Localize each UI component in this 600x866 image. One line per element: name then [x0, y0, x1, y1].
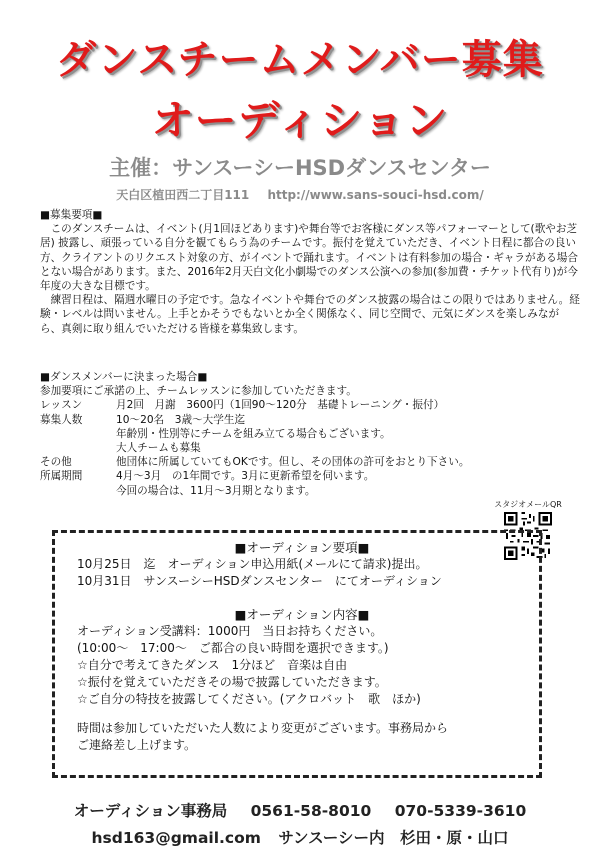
member-row-lesson [40, 398, 580, 412]
member-heading: ■ダンスメンバーに決まった場合■ [40, 371, 208, 383]
content-item: ☆振付を覚えていただきその場で披露していただきます。 [77, 675, 387, 689]
office-name: オーディション事務局 [73, 802, 228, 820]
content-item: ☆ご自分の特技を披露してください。(アクロバット 歌 ほか) [77, 692, 421, 706]
footer-contact [0, 800, 600, 850]
member-section [40, 370, 580, 498]
page-subtitle: オーディション [151, 96, 449, 145]
row-value: 年齢別・性別等にチームを組み立てる場合もございます。 [116, 427, 391, 440]
member-row-period [40, 469, 580, 483]
schedule-item: 10月31日 サンスーシーHSDダンスセンター にてオーディション [77, 574, 442, 588]
note-line: 時間は参加していただいた人数により変更がございます。事務局から [77, 721, 449, 735]
recruit-heading: ■募集要項■ [40, 209, 103, 221]
member-row-other [40, 455, 580, 469]
row-label: 所属期間 [40, 470, 83, 483]
row-value: 10～20名 3歳～大学生迄 [116, 413, 246, 426]
phone-number: 070-5339-3610 [394, 802, 527, 820]
recruit-paragraph: このダンスチームは、イベント(月1回ほどあります)や舞台等でお客様にダンス等パフォーマーとして(歌やお芝居) 披露し、頑張っている自分を観てもらう為のチームです。振付を覚えていただき、イベント日程に都合の良い方、クライアントのリクエスト対象の方、がイベントで踊れます。イベントは有料参加の場合・ギャラがある場合とない場合があります。また、2016年2月天白文化小劇場でのダンス公演への参加(参加費・チケット代有り)が今年度の大きな目標です。 [40, 223, 578, 293]
note-line: ご連絡差し上げます。 [77, 738, 197, 752]
row-value: 他団体に所属していてもOKです。但し、その団体の許可をおとり下さい。 [116, 456, 470, 469]
row-value: 月2回 月謝 3600円（1回90～120分 基礎トレーニング・振付） [116, 399, 445, 412]
address-line [0, 186, 600, 203]
row-label: 募集人数 [40, 413, 83, 426]
content-item: オーディション受講料：1000円 当日お持ちください。 [77, 624, 383, 638]
phone-number: 0561-58-8010 [250, 802, 372, 820]
audition-content-heading: ■オーディション内容■ [234, 607, 370, 622]
page-title: ダンスチームメンバー募集 [56, 37, 544, 83]
audition-box [52, 530, 542, 778]
recruit-paragraph: 練習日程は、隔週水曜日の予定です。急なイベントや舞台でのダンス披露の場合はこの限りではありません。経験・レベルは問いません。上手とかそうでもないとか全く関係なく、同じ空間で、元気にダンスを楽しみながら、真剣に取り組んでいただける皆様を募集致します。 [40, 294, 580, 335]
content-item: ☆自分で考えてきたダンス 1分ほど 音楽は自由 [77, 658, 348, 672]
content-item: (10:00～ 17:00～ ご都合の良い時間を選択できます。) [77, 641, 389, 655]
schedule-item: 10月25日 迄 オーディション申込用紙(メールにて請求)提出。 [77, 557, 428, 571]
email-address: hsd163@gmail.com [91, 829, 261, 847]
row-value: 大人チームも募集 [116, 442, 201, 455]
member-intro: 参加要項にご承諾の上、チームレッスンに参加していただきます。 [40, 385, 357, 398]
qr-label: スタジオメールQR [494, 500, 562, 509]
website-url: http://www.sans-souci-hsd.com/ [267, 188, 484, 202]
row-label: その他 [40, 456, 72, 469]
organizer: 主催：サンスーシーHSDダンスセンター [109, 156, 491, 180]
row-value: 4月～3月 の1年間です。3月に更新希望を伺います。 [116, 470, 375, 483]
row-value: 今回の場合は、11月～3月期となります。 [116, 484, 316, 497]
address: 天白区植田西二丁目111 [116, 188, 250, 202]
audition-heading: ■オーディション要項■ [234, 540, 370, 555]
row-label: レッスン [40, 399, 83, 412]
member-row-capacity [40, 413, 580, 427]
recruit-section [40, 208, 580, 336]
contact-people: サンスーシー内 杉田・原・山口 [278, 829, 509, 847]
